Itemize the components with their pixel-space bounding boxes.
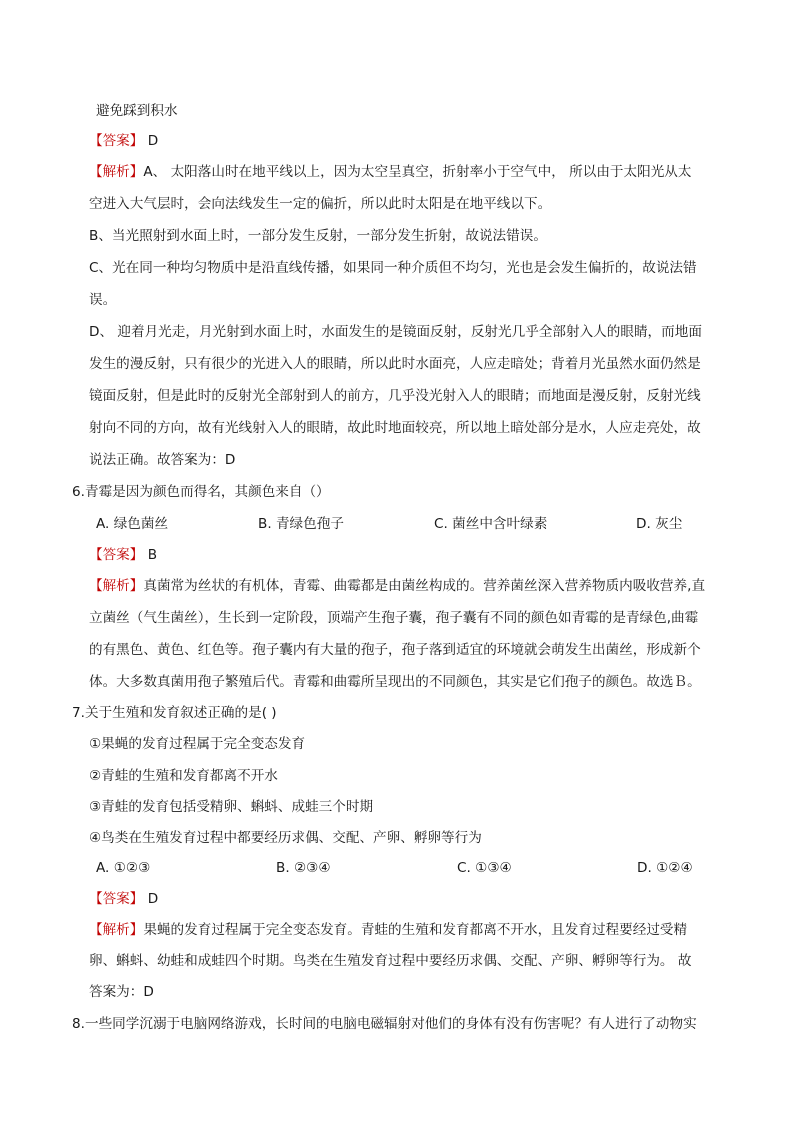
q5-analysis-line xyxy=(89,162,691,182)
q5-analysis-line: 说法正确。故答案为：D xyxy=(89,452,236,468)
answer-tag: 【答案】 xyxy=(89,547,144,563)
q6-stem: 6.青霉是因为颜色而得名，其颜色来自（） xyxy=(72,484,330,500)
analysis-tag: 【解析】 xyxy=(89,164,144,180)
q5-analysis-line: 误。 xyxy=(89,292,117,308)
q5-analysis-line: 发生的漫反射，只有很少的光进入人的眼睛，所以此时水面亮，人应走暗处；背着月光虽然水面仍然是 xyxy=(89,356,701,372)
q8-stem: 8.一些同学沉溺于电脑网络游戏，长时间的电脑电磁辐射对他们的身体有没有伤害呢？有人进行了动物实 xyxy=(72,1016,697,1032)
q6-option-c: C. 菌丝中含叶绿素 xyxy=(434,516,548,532)
q7-option-c: C. ①③④ xyxy=(457,860,512,876)
q6-analysis-line: 体。大多数真菌用孢子繁殖后代。青霉和曲霉所呈现出的不同颜色，其实是它们孢子的颜色。故选Ｂ。 xyxy=(89,674,701,690)
answer-value: D xyxy=(147,133,159,149)
q7-answer xyxy=(89,889,158,909)
q5-analysis-line: D、 迎着月光走，月光射到水面上时，水面发生的是镜面反射，反射光几乎全部射入人的眼睛，而地面 xyxy=(89,324,702,340)
analysis-tag: 【解析】 xyxy=(89,578,144,594)
q6-option-a: A. 绿色菌丝 xyxy=(96,516,169,532)
analysis-text: 真菌常为丝状的有机体，青霉、曲霉都是由菌丝构成的。营养菌丝深入营养物质内吸收营养,直 xyxy=(143,578,706,594)
q7-statement: ②青蛙的生殖和发育都离不开水 xyxy=(89,768,278,784)
q7-analysis-line: 答案为：D xyxy=(89,984,154,1000)
answer-value: B xyxy=(147,547,158,563)
q5-analysis-line: 射向不同的方向，故有光线射入人的眼睛，故此时地面较亮，所以地上暗处部分是水，人应走亮处，故 xyxy=(89,420,701,436)
q6-analysis-line: 的有黑色、黄色、红色等。孢子囊内有大量的孢子，孢子落到适宜的环境就会萌发生出菌丝，形成新个 xyxy=(89,642,701,658)
option-fragment: 避免踩到积水 xyxy=(96,103,178,119)
q5-analysis-line: 空进入大气层时，会向法线发生一定的偏折，所以此时太阳是在地平线以下。 xyxy=(89,196,552,212)
q7-option-b: B. ②③④ xyxy=(276,860,331,876)
q7-analysis-line: 卵、蝌蚪、幼蛙和成蛙四个时期。鸟类在生殖发育过程中要经历求偶、交配、产卵、孵卵等行为。 故 xyxy=(89,953,692,969)
q7-option-d: D. ①②④ xyxy=(637,860,693,876)
q6-analysis-line: 立菌丝（气生菌丝），生长到一定阶段，顶端产生孢子囊，孢子囊有不同的颜色如青霉的是青绿色,曲霉 xyxy=(89,610,699,626)
q5-analysis-line: 镜面反射，但是此时的反射光全部射到人的前方，几乎没光射入人的眼睛；而地面是漫反射，反射光线 xyxy=(89,388,701,404)
q5-answer xyxy=(89,131,158,151)
q5-analysis-line: B、当光照射到水面上时，一部分发生反射，一部分发生折射，故说法错误。 xyxy=(89,228,547,244)
q7-analysis-line xyxy=(89,920,687,940)
q7-statement: ①果蝇的发育过程属于完全变态发育 xyxy=(89,736,306,752)
analysis-text: 果蝇的发育过程属于完全变态发育。青蛙的生殖和发育都离不开水，且发育过程要经过受精 xyxy=(143,922,688,938)
q7-stem: 7.关于生殖和发育叙述正确的是( ) xyxy=(72,705,277,721)
q7-statement: ④鸟类在生殖发育过程中都要经历求偶、交配、产卵、孵卵等行为 xyxy=(89,830,482,846)
q7-statement: ③青蛙的发育包括受精卵、蝌蚪、成蛙三个时期 xyxy=(89,799,374,815)
analysis-text: A、 太阳落山时在地平线以上，因为太空呈真空，折射率小于空气中， 所以由于太阳光从太 xyxy=(143,164,692,180)
q6-option-d: D. 灰尘 xyxy=(636,516,683,532)
q6-answer xyxy=(89,545,157,565)
q7-option-a: A. ①②③ xyxy=(96,860,151,876)
answer-tag: 【答案】 xyxy=(89,133,144,149)
q6-option-b: B. 青绿色孢子 xyxy=(258,516,344,532)
analysis-tag: 【解析】 xyxy=(89,922,144,938)
q6-analysis-line xyxy=(89,576,705,596)
answer-tag: 【答案】 xyxy=(89,891,144,907)
answer-value: D xyxy=(147,891,159,907)
q5-analysis-line: C、光在同一种均匀物质中是沿直线传播，如果同一种介质但不均匀，光也是会发生偏折的，故说法错 xyxy=(89,260,697,276)
